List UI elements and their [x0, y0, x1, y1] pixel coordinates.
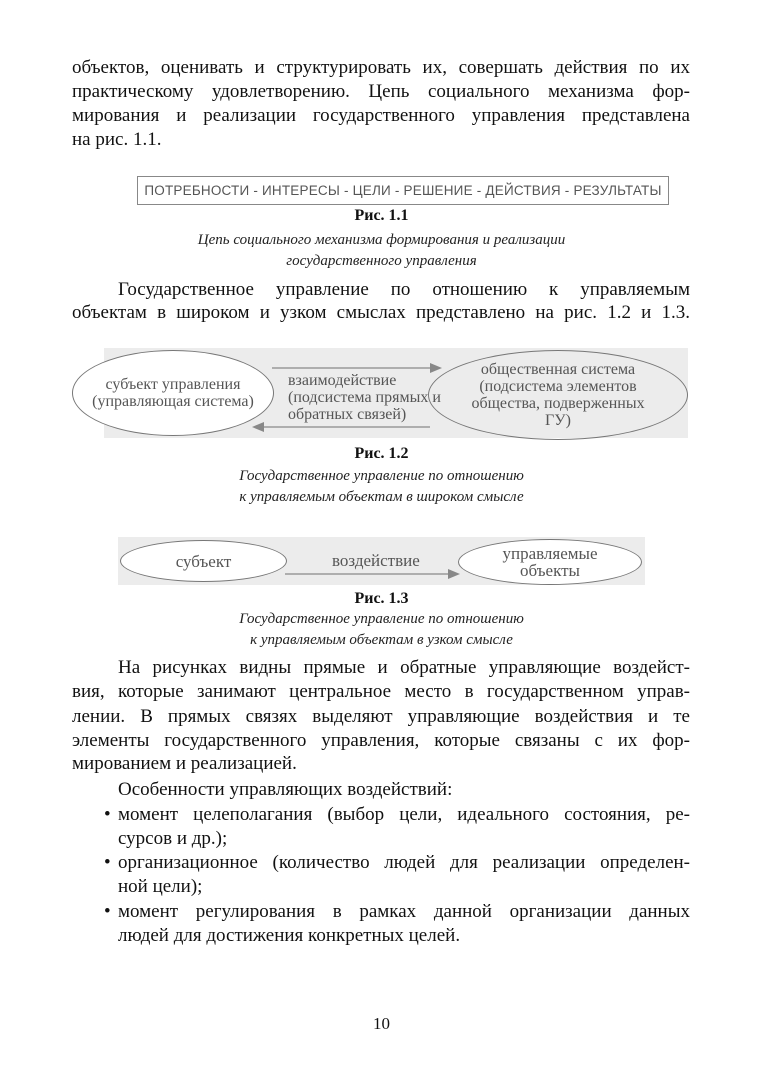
ellipse-text: общественная система: [480, 361, 636, 378]
features-intro: Особенности управляющих воздействий:: [118, 779, 453, 800]
figure-3-label: Рис. 1.3: [354, 590, 409, 607]
bullet-icon: •: [104, 804, 111, 825]
figure-2-label: Рис. 1.2: [354, 445, 409, 462]
text-line: элементы государственного управления, которые связаны с их фор-: [72, 730, 690, 751]
text-line: вия, которые занимают центральное место в государственном управ-: [72, 681, 690, 702]
text-line: лении. В прямых связях выделяют управляющие воздействия и те: [72, 706, 690, 727]
text-line: Государственное управление по отношению к управляемым: [118, 279, 690, 300]
figure-2-caption: к управляемым объектам в широком смысле: [239, 489, 524, 505]
bullet-icon: •: [104, 901, 111, 922]
page-number: 10: [373, 1014, 390, 1033]
bullet-text: момент целеполагания (выбор цели, идеального состояния, ре-: [118, 804, 690, 825]
bullet-text: людей для достижения конкретных целей.: [118, 925, 461, 946]
ellipse-objects: [458, 539, 642, 585]
ellipse-text: ГУ): [545, 412, 571, 429]
ellipse-text: (управляющая система): [92, 393, 254, 410]
text-line: мирования и реализации государственного управления представлена: [72, 105, 690, 126]
ellipse-text: управляемые: [502, 544, 598, 563]
ellipse-subject: субъект: [120, 540, 287, 582]
text-line: На рисунках видны прямые и обратные управляющие воздейст-: [118, 657, 690, 678]
bullet-icon: •: [104, 852, 111, 873]
figure-3-caption: Государственное управление по отношению: [239, 611, 524, 627]
ellipse-text: субъект управления: [105, 376, 241, 393]
text-line: на рис. 1.1.: [72, 129, 162, 150]
text-line: объектов, оценивать и структурировать их, совершать действия по их: [72, 57, 690, 78]
figure-3-caption: к управляемым объектам в узком смысле: [250, 632, 513, 648]
ellipse-text: общества, подверженных: [471, 395, 645, 412]
middle-text: (подсистема прямых и: [288, 389, 441, 406]
figure-1-chain: ПОТРЕБНОСТИ - ИНТЕРЕСЫ - ЦЕЛИ - РЕШЕНИЕ - ДЕЙСТВИЯ - РЕЗУЛЬТАТЫ: [137, 176, 669, 205]
middle-text: обратных связей): [288, 406, 407, 423]
ellipse-text: (подсистема элементов: [479, 378, 637, 395]
text-line: мированием и реализацией.: [72, 753, 297, 774]
bullet-text: организационное (количество людей для реализации определен-: [118, 852, 690, 873]
text-line: объектам в широком и узком смыслах представлено на рис. 1.2 и 1.3.: [72, 302, 690, 323]
impact-label: воздействие: [332, 551, 420, 570]
figure-1-label: Рис. 1.1: [354, 207, 409, 224]
middle-text: взаимодействие: [288, 372, 397, 389]
ellipse-text: объекты: [520, 561, 580, 580]
figure-2-caption: Государственное управление по отношению: [239, 468, 524, 484]
figure-1-caption: Цепь социального механизма формирования и реализации: [197, 232, 566, 248]
text-line: практическому удовлетворению. Цепь социального механизма фор-: [72, 81, 690, 102]
bullet-text: момент регулирования в рамках данной организации данных: [118, 901, 690, 922]
bullet-text: сурсов и др.);: [118, 828, 228, 849]
bullet-text: ной цели);: [118, 876, 203, 897]
figure-1-caption: государственного управления: [286, 253, 477, 269]
